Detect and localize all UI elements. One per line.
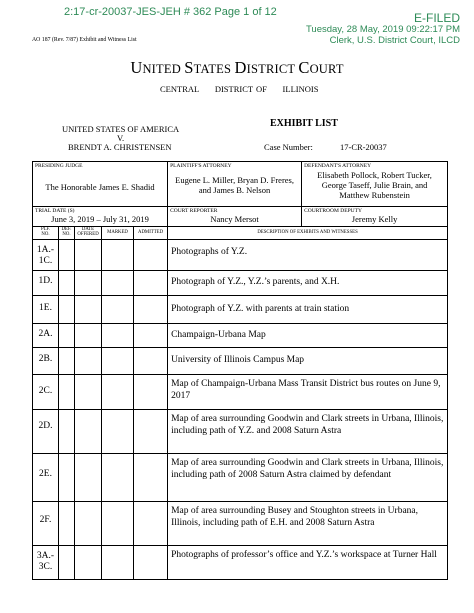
marked-cell — [102, 454, 134, 502]
table-row — [33, 296, 448, 324]
table-row — [33, 410, 448, 454]
table-row — [33, 375, 448, 410]
exhibit-description: Champaign-Urbana Map — [168, 324, 448, 348]
versus: V. — [117, 133, 125, 143]
courtroom-deputy: Jeremy Kelly — [351, 214, 398, 224]
marked-cell — [102, 271, 134, 296]
col-def-no: DEF. NO. — [59, 227, 75, 240]
trial-info-row — [33, 207, 448, 227]
col-marked: MARKED — [102, 227, 134, 240]
exhibit-number: 2C. — [33, 375, 59, 410]
presiding-judge-label: PRESIDING JUDGE — [35, 163, 83, 169]
courtroom-deputy-label: COURTROOM DEPUTY — [304, 208, 362, 214]
def-no-cell — [59, 296, 75, 324]
date-offered-cell — [75, 410, 102, 454]
exhibit-number: 1D. — [33, 271, 59, 296]
col-admitted: ADMITTED — [134, 227, 168, 240]
marked-cell — [102, 375, 134, 410]
date-offered-cell — [75, 348, 102, 375]
exhibit-table — [32, 161, 448, 580]
exhibit-description: Map of Champaign-Urbana Mass Transit District bus routes on June 9, 2017 — [168, 375, 448, 410]
exhibit-description: Map of area surrounding Goodwin and Clark streets in Urbana, Illinois, including path of 2008 Saturn Astra claimed by defendant — [168, 454, 448, 502]
exhibit-number: 2B. — [33, 348, 59, 375]
ecf-case-header: 2:17-cr-20037-JES-JEH # 362 Page 1 of 12 — [64, 6, 277, 18]
def-no-cell — [59, 410, 75, 454]
exhibit-number: 1A.- 1C. — [33, 240, 59, 271]
def-no-cell — [59, 271, 75, 296]
exhibit-description: Photograph of Y.Z. with parents at train station — [168, 296, 448, 324]
table-row — [33, 271, 448, 296]
trial-dates-label: TRIAL DATE (S) — [35, 208, 75, 214]
col-description: DESCRIPTION OF EXHIBITS AND WITNESSES — [168, 227, 448, 240]
date-offered-cell — [75, 271, 102, 296]
plaintiff-name: UNITED STATES OF AMERICA — [62, 124, 180, 134]
marked-cell — [102, 546, 134, 580]
marked-cell — [102, 502, 134, 546]
admitted-cell — [134, 324, 168, 348]
admitted-cell — [134, 454, 168, 502]
table-row — [33, 348, 448, 375]
admitted-cell — [134, 410, 168, 454]
marked-cell — [102, 240, 134, 271]
exhibit-number: 2E. — [33, 454, 59, 502]
defendant-attorney: Elisabeth Pollock, Robert Tucker, George Taseff, Julie Brain, and Matthew Rubenstein — [317, 170, 432, 200]
exhibit-number: 1E. — [33, 296, 59, 324]
table-row — [33, 240, 448, 271]
exhibit-description: Map of area surrounding Busey and Stoughton streets in Urbana, Illinois, including path of E.H. and 2008 Saturn Astra — [168, 502, 448, 546]
admitted-cell — [134, 375, 168, 410]
def-no-cell — [59, 348, 75, 375]
def-no-cell — [59, 454, 75, 502]
admitted-cell — [134, 546, 168, 580]
date-offered-cell — [75, 296, 102, 324]
exhibit-number: 3A.- 3C. — [33, 546, 59, 580]
col-plf-no: PLF. NO. — [33, 227, 59, 240]
plaintiff-attorney-cell — [168, 162, 302, 207]
presiding-judge-cell — [33, 162, 168, 207]
attorneys-row — [33, 162, 448, 207]
admitted-cell — [134, 296, 168, 324]
admitted-cell — [134, 271, 168, 296]
table-row — [33, 502, 448, 546]
date-offered-cell — [75, 502, 102, 546]
def-no-cell — [59, 240, 75, 271]
district-line: CENTRAL DISTRICT OF ILLINOIS — [160, 84, 319, 94]
marked-cell — [102, 324, 134, 348]
table-row — [33, 546, 448, 580]
def-no-cell — [59, 502, 75, 546]
date-offered-cell — [75, 240, 102, 271]
def-no-cell — [59, 375, 75, 410]
admitted-cell — [134, 348, 168, 375]
plaintiff-attorney: Eugene L. Miller, Bryan D. Freres, and James B. Nelson — [175, 175, 294, 195]
def-no-cell — [59, 324, 75, 348]
presiding-judge: The Honorable James E. Shadid — [45, 182, 155, 192]
exhibit-description: Photograph of Y.Z., Y.Z.’s parents, and X.H. — [168, 271, 448, 296]
form-id: AO 187 (Rev. 7/87) Exhibit and Witness List — [32, 37, 137, 43]
defendant-attorney-label: DEFENDANT'S ATTORNEY — [304, 163, 372, 169]
date-offered-cell — [75, 454, 102, 502]
exhibit-description: Map of area surrounding Goodwin and Clark streets in Urbana, Illinois, including path of Y.Z. and 2008 Saturn Astra — [168, 410, 448, 454]
trial-dates: June 3, 2019 – July 31, 2019 — [51, 214, 149, 224]
def-no-cell — [59, 546, 75, 580]
court-reporter-cell — [168, 207, 302, 227]
date-offered-cell — [75, 375, 102, 410]
court-title: UNITED STATES DISTRICT COURT — [130, 58, 344, 77]
admitted-cell — [134, 240, 168, 271]
marked-cell — [102, 348, 134, 375]
admitted-cell — [134, 502, 168, 546]
case-number: 17-CR-20037 — [340, 142, 387, 152]
exhibit-description: Photographs of Y.Z. — [168, 240, 448, 271]
exhibit-number: 2D. — [33, 410, 59, 454]
trial-dates-cell — [33, 207, 168, 227]
table-row — [33, 454, 448, 502]
list-title: EXHIBIT LIST — [270, 118, 338, 129]
efiled-stamp: E-FILED — [413, 11, 460, 25]
marked-cell — [102, 296, 134, 324]
courtroom-deputy-cell — [302, 207, 448, 227]
exhibit-description: University of Illinois Campus Map — [168, 348, 448, 375]
date-offered-cell — [75, 324, 102, 348]
plaintiff-attorney-label: PLAINTIFF'S ATTORNEY — [170, 163, 232, 169]
court-reporter: Nancy Mersot — [210, 214, 259, 224]
defendant-attorney-cell — [302, 162, 448, 207]
defendant-name: BRENDT A. CHRISTENSEN — [68, 142, 172, 152]
exhibit-number: 2A. — [33, 324, 59, 348]
marked-cell — [102, 410, 134, 454]
table-row — [33, 324, 448, 348]
exhibit-number: 2F. — [33, 502, 59, 546]
column-header-row — [33, 227, 448, 240]
court-reporter-label: COURT REPORTER — [170, 208, 218, 214]
date-offered-cell — [75, 546, 102, 580]
clerk-stamp: Clerk, U.S. District Court, ILCD — [329, 35, 460, 46]
col-date-offered: DATE OFFERED — [75, 227, 102, 240]
exhibit-description: Photographs of professor’s office and Y.Z.’s workspace at Turner Hall — [168, 546, 448, 580]
efiled-date: Tuesday, 28 May, 2019 09:22:17 PM — [305, 24, 460, 35]
case-number-label: Case Number: — [264, 142, 313, 152]
